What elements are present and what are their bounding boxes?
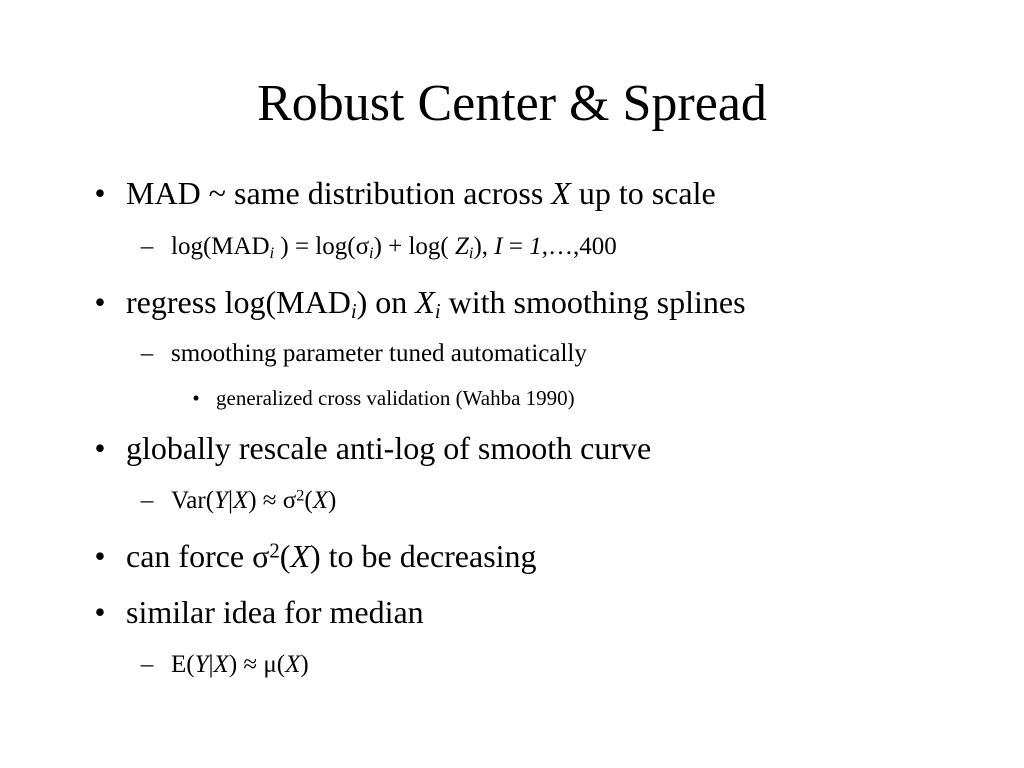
sub-bullet-text: $Var(Y|X) \approx \sigma^2(X)$ bbox=[171, 486, 337, 514]
bullet-marker: • bbox=[94, 284, 106, 320]
sub-bullet-text: E(Y|X) ≈ μ(X) bbox=[171, 651, 309, 678]
bullet-text: can force $\sigma^2(X)$ to be decreasing bbox=[126, 538, 537, 574]
bullet-text: globally rescale anti-log of smooth curve bbox=[126, 430, 652, 466]
sub-bullet-text: $\log(MAD_i$ ) = $\log(\sigma_i) + \log$( $Z_i$), I = 1,…,400 bbox=[171, 233, 617, 263]
bullet-marker: • bbox=[94, 538, 106, 574]
bullet-text: regress $\log(MAD_i)$ on $X_i$ with smoothing splines bbox=[126, 284, 746, 324]
bullet-text: similar idea for median bbox=[126, 594, 424, 630]
bullet-marker: • bbox=[192, 386, 200, 410]
dash-marker: – bbox=[140, 651, 154, 678]
sub-sub-bullet-text: generalized cross validation (Wahba 1990) bbox=[216, 386, 575, 410]
slide-title: Robust Center & Spread bbox=[257, 75, 767, 132]
bullet-marker: • bbox=[94, 594, 106, 630]
bullet-text: MAD ~ same distribution across X up to scale bbox=[126, 175, 716, 211]
dash-marker: – bbox=[140, 233, 154, 260]
dash-marker: – bbox=[140, 487, 154, 514]
bullet-marker: • bbox=[94, 430, 106, 466]
bullet-marker: • bbox=[94, 175, 106, 211]
sub-bullet-text: smoothing parameter tuned automatically bbox=[171, 340, 587, 367]
dash-marker: – bbox=[140, 340, 154, 367]
